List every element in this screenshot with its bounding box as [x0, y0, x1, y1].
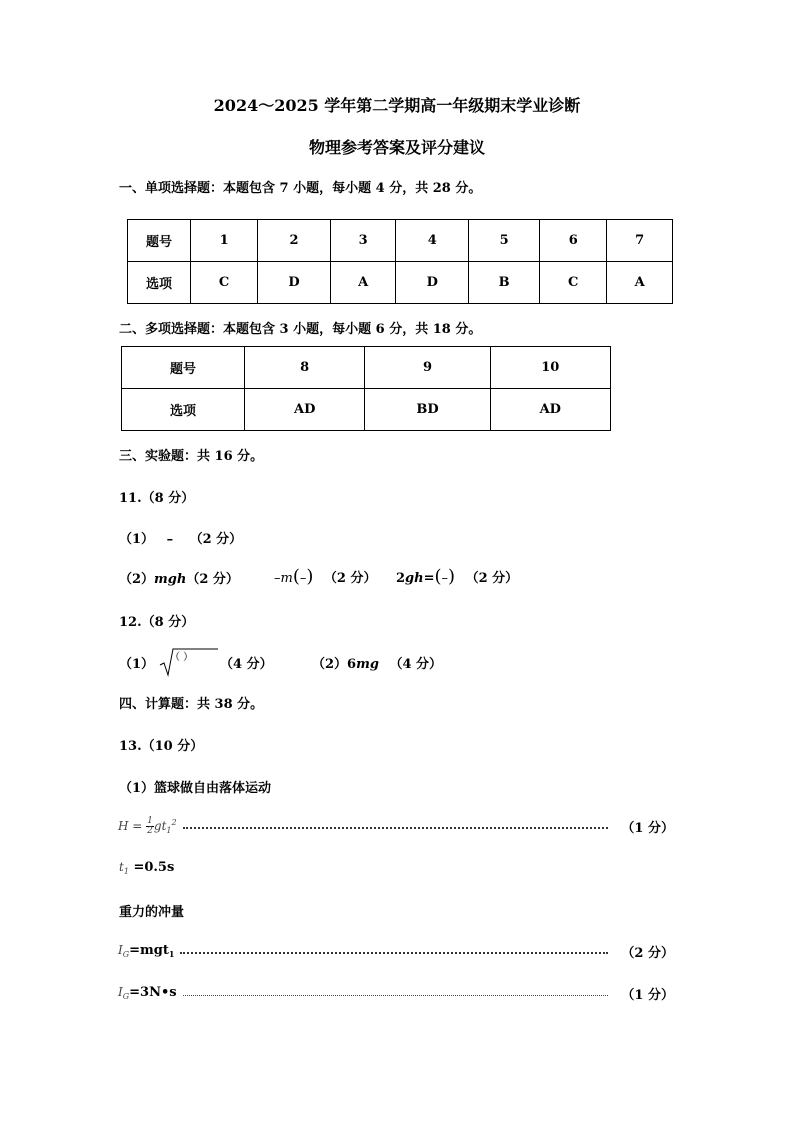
- q13-eq3: $I_G=mgt_1$: [118, 943, 175, 959]
- q13-eq1: H = $\frac{1}{2}$ $gt_1^2$: [118, 815, 177, 836]
- table-cell: AD: [245, 389, 365, 431]
- q11-p2-answer-a: mgh: [154, 572, 187, 587]
- paren-close: ): [306, 566, 314, 587]
- q12-p1-radicand: （ ）: [170, 652, 194, 663]
- q13-eq4-row: [118, 983, 674, 1003]
- table-cell: 1: [191, 220, 258, 262]
- table-cell: D: [258, 262, 331, 304]
- table-cell: 9: [365, 347, 490, 389]
- q11-p2-score-c: （2 分）: [465, 571, 519, 586]
- table-cell: 5: [469, 220, 540, 262]
- paren-open: (: [434, 566, 442, 587]
- q13-eq2: $t_1 =0.5s$: [119, 860, 175, 876]
- q11-p1-score: （2 分）: [189, 532, 243, 547]
- table-row: [128, 262, 673, 304]
- leader-dots: [183, 995, 608, 996]
- table-row: [128, 220, 673, 262]
- table-row-label: 题号: [122, 347, 245, 389]
- q12-p1-score: （4 分）: [220, 657, 273, 672]
- table-cell: BD: [365, 389, 490, 431]
- q12-part1: [119, 653, 154, 672]
- q13-eq1-score: （1 分）: [621, 820, 674, 836]
- paren-inner: –: [441, 571, 449, 586]
- section1-heading: 一、单项选择题：本题包含 7 小题，每小题 4 分，共 28 分。: [119, 181, 482, 196]
- q11-part2-b: [274, 566, 377, 587]
- q11-part2-c: [396, 566, 518, 587]
- q11-p2-answer-b: –m: [274, 571, 293, 586]
- table-cell: D: [396, 262, 469, 304]
- section2-heading: 二、多项选择题：本题包含 3 小题，每小题 6 分，共 18 分。: [119, 322, 482, 337]
- q13-part1-text: （1）篮球做自由落体运动: [119, 781, 272, 796]
- paren-close: ): [448, 566, 456, 587]
- q13-impulse-label: 重力的冲量: [119, 905, 185, 920]
- table-cell: 10: [490, 347, 610, 389]
- page-title: 2024～2025 学年第二学期高一年级期末学业诊断: [213, 96, 581, 115]
- table-cell: C: [191, 262, 258, 304]
- table-cell: 7: [607, 220, 673, 262]
- table-cell: B: [469, 262, 540, 304]
- q12-p2-score: （4 分）: [389, 657, 443, 672]
- table-cell: 2: [258, 220, 331, 262]
- table-row-label: 题号: [128, 220, 191, 262]
- q13-eq4-score: （1 分）: [621, 987, 674, 1003]
- q13-eq3-row: [118, 941, 674, 961]
- table-row: [122, 389, 611, 431]
- table-row-label: 选项: [128, 262, 191, 304]
- q12-p2-number: 6: [347, 657, 357, 672]
- paren-open: (: [292, 566, 300, 587]
- table-cell: 6: [540, 220, 607, 262]
- q12-p2-label: （2）: [312, 657, 348, 672]
- q12-p1-label: （1）: [119, 657, 155, 672]
- paren-inner: –: [299, 571, 307, 586]
- q11-p2-score-b: （2 分）: [323, 571, 377, 586]
- section2-answer-table: [121, 346, 611, 431]
- section4-heading: 四、计算题：共 38 分。: [119, 697, 264, 712]
- table-cell: 8: [245, 347, 365, 389]
- section1-answer-table: [127, 219, 673, 304]
- table-row: [122, 347, 611, 389]
- q12-title: 12.（8 分）: [119, 615, 195, 630]
- table-cell: C: [540, 262, 607, 304]
- q13-eq4: $I_G=3N•s$: [118, 985, 177, 1001]
- table-cell: A: [607, 262, 673, 304]
- table-cell: 3: [330, 220, 396, 262]
- q11-p2-label: （2）: [119, 572, 155, 587]
- q11-part1: [119, 528, 242, 547]
- table-row-label: 选项: [122, 389, 245, 431]
- q12-p2-var: mg: [356, 657, 379, 672]
- q11-part2: [119, 568, 239, 587]
- table-cell: 4: [396, 220, 469, 262]
- section3-heading: 三、实验题：共 16 分。: [119, 449, 264, 464]
- q13-title: 13.（10 分）: [119, 739, 204, 754]
- q13-eq1-row: [118, 815, 674, 836]
- table-cell: A: [330, 262, 396, 304]
- leader-dots: [180, 952, 608, 954]
- q11-p1-label: （1）: [119, 532, 155, 547]
- table-cell: AD: [490, 389, 610, 431]
- leader-dots: [183, 827, 608, 829]
- q11-p1-answer: –: [166, 532, 174, 547]
- q11-p2-answer-c: 2gh=: [396, 571, 435, 586]
- q11-p2-score-a: （2 分）: [186, 572, 239, 587]
- q13-eq3-score: （2 分）: [621, 945, 674, 961]
- q11-title: 11.（8 分）: [119, 491, 195, 506]
- page-subtitle: 物理参考答案及评分建议: [308, 138, 485, 157]
- q12-part2: [312, 653, 442, 672]
